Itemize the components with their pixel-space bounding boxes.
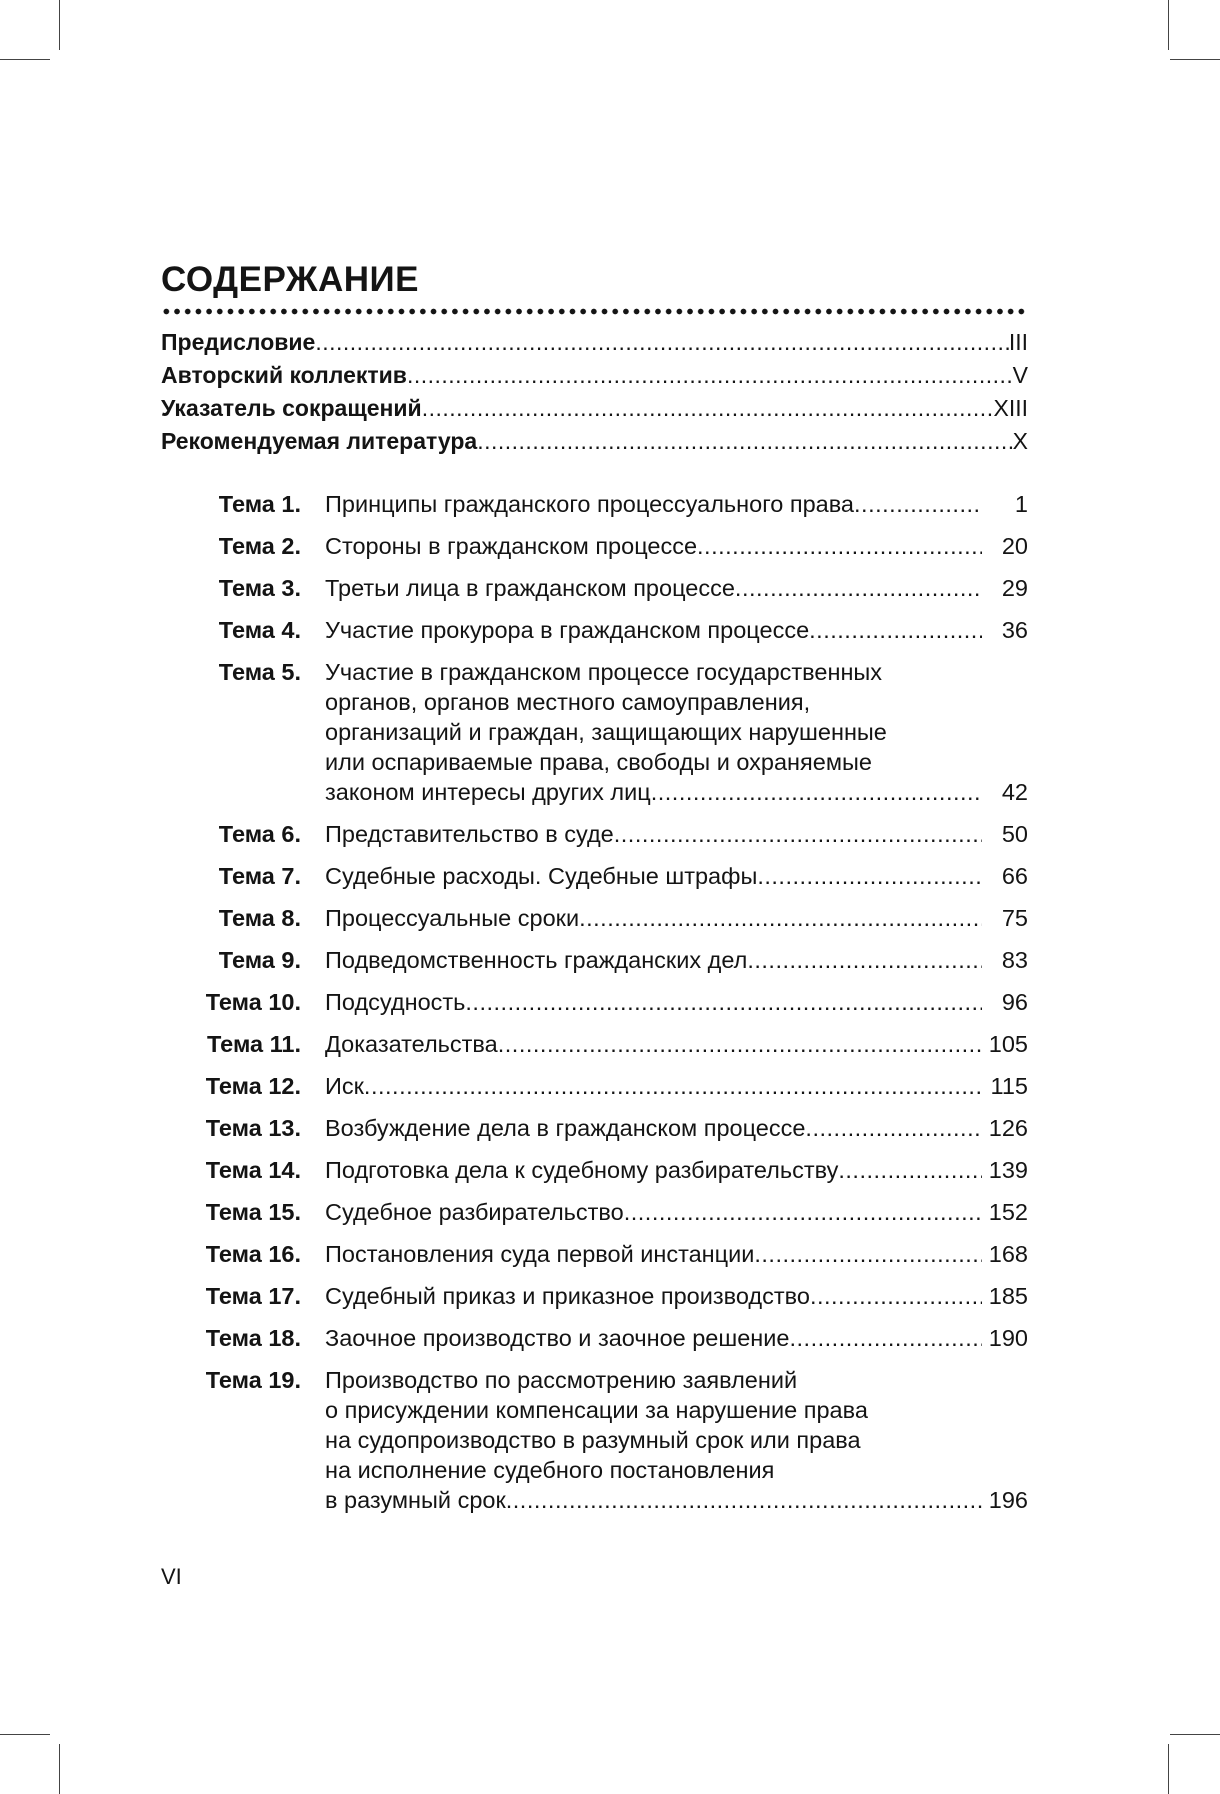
topic-title-last-line — [325, 1281, 1028, 1311]
topic-title — [325, 531, 1028, 561]
crop-mark-top-left — [59, 0, 60, 50]
topic-title-last-line — [325, 903, 1028, 933]
table-of-contents — [161, 258, 1028, 1527]
topic-title-line: Доказательства — [325, 1031, 498, 1057]
page-number: 75 — [1001, 905, 1028, 931]
dot-leader — [789, 1323, 982, 1353]
page-number: 105 — [988, 1031, 1028, 1057]
topic-title-last-line — [325, 1113, 1028, 1143]
front-matter-label: Предисловие — [161, 329, 316, 355]
toc-entry[interactable] — [161, 1239, 1028, 1269]
topic-title-line: на исполнение судебного постановления — [325, 1457, 775, 1483]
page-number: 42 — [1001, 779, 1028, 805]
toc-entry[interactable] — [161, 903, 1028, 933]
dot-leader — [579, 903, 982, 933]
page-number: 66 — [1001, 863, 1028, 889]
topic-title-line: законом интересы других лиц — [325, 779, 651, 805]
topic-number: Тема 10. — [205, 989, 301, 1015]
dot-leader — [838, 1155, 982, 1185]
topic-title-last-line — [325, 819, 1028, 849]
topic-title-line: органов, органов местного самоуправления, — [325, 689, 811, 715]
page-number: III — [1008, 329, 1028, 355]
page-number: 20 — [1001, 533, 1028, 559]
topic-title-last-line — [325, 861, 1028, 891]
topics-list — [161, 489, 1028, 1515]
toc-entry[interactable] — [161, 531, 1028, 561]
page-number: V — [1012, 362, 1028, 388]
front-matter-label: Авторский коллектив — [161, 362, 407, 388]
topic-title-line: Иск — [325, 1073, 364, 1099]
dot-leader — [364, 1071, 982, 1101]
dot-leader — [809, 615, 982, 645]
front-matter-label: Указатель сокращений — [161, 395, 422, 421]
topic-number: Тема 6. — [218, 821, 301, 847]
topic-title — [325, 573, 1028, 603]
topic-title-line: Принципы гражданского процессуального права — [325, 491, 855, 517]
topic-number: Тема 17. — [205, 1283, 301, 1309]
topic-title-last-line — [325, 1485, 1028, 1515]
topic-title — [325, 1197, 1028, 1227]
topic-title-last-line — [325, 489, 1028, 519]
toc-entry[interactable] — [161, 861, 1028, 891]
topic-title — [325, 1239, 1028, 1269]
toc-entry[interactable] — [161, 615, 1028, 645]
dot-leader — [747, 945, 982, 975]
toc-entry[interactable] — [161, 1365, 1028, 1515]
topic-title — [325, 1113, 1028, 1143]
topic-number: Тема 12. — [205, 1073, 301, 1099]
topic-title-last-line — [325, 987, 1028, 1017]
topic-title-last-line — [325, 1323, 1028, 1353]
front-matter-list — [161, 329, 1028, 461]
dot-leader — [651, 777, 982, 807]
page-number: 83 — [1001, 947, 1028, 973]
topic-number: Тема 14. — [205, 1157, 301, 1183]
toc-entry[interactable] — [161, 573, 1028, 603]
topic-number: Тема 16. — [205, 1241, 301, 1267]
topic-title-line: Представительство в суде — [325, 821, 614, 847]
front-matter-entry[interactable] — [161, 395, 1028, 428]
page-number: 185 — [988, 1283, 1028, 1309]
front-matter-entry[interactable] — [161, 428, 1028, 461]
toc-entry[interactable] — [161, 1155, 1028, 1185]
dot-leader — [757, 861, 982, 891]
page-number: 139 — [988, 1157, 1028, 1183]
page-number: 96 — [1001, 989, 1028, 1015]
toc-entry[interactable] — [161, 1029, 1028, 1059]
topic-number: Тема 8. — [218, 905, 301, 931]
topic-title-line: Третьи лица в гражданском процессе — [325, 575, 735, 601]
crop-mark-bottom-right-h — [1170, 1734, 1220, 1735]
dot-leader — [506, 1485, 982, 1515]
topic-title — [325, 1365, 1028, 1515]
page-number: 29 — [1001, 575, 1028, 601]
topic-title-last-line — [325, 615, 1028, 645]
crop-mark-top-left-h — [0, 59, 50, 60]
topic-title — [325, 1155, 1028, 1185]
topic-title-line: о присуждении компенсации за нарушение права — [325, 1397, 868, 1423]
dot-leader — [407, 362, 1013, 389]
topic-number: Тема 9. — [218, 947, 301, 973]
crop-mark-top-right — [1168, 0, 1169, 50]
topic-title-line: Подготовка дела к судебному разбирательству — [325, 1157, 839, 1183]
dot-leader — [315, 329, 1008, 356]
dot-leader — [805, 1113, 982, 1143]
page-number: 196 — [988, 1487, 1028, 1513]
toc-entry[interactable] — [161, 1197, 1028, 1227]
page-number: 168 — [988, 1241, 1028, 1267]
topic-title-line: Возбуждение дела в гражданском процессе — [325, 1115, 806, 1141]
dot-leader — [465, 987, 982, 1017]
toc-entry[interactable] — [161, 987, 1028, 1017]
topic-number: Тема 4. — [218, 617, 301, 643]
topic-title-line: в разумный срок — [325, 1487, 506, 1513]
crop-mark-bottom-left — [59, 1744, 60, 1794]
topic-title-last-line — [325, 1239, 1028, 1269]
dot-leader — [754, 1239, 982, 1269]
topic-title-line: Стороны в гражданском процессе — [325, 533, 698, 559]
page-number: 1 — [1014, 491, 1028, 517]
topic-title-line: Участие в гражданском процессе государственных — [325, 659, 883, 685]
page-number: 152 — [988, 1199, 1028, 1225]
topic-number: Тема 13. — [205, 1115, 301, 1141]
topic-number: Тема 15. — [205, 1199, 301, 1225]
topic-title — [325, 489, 1028, 519]
toc-entry[interactable] — [161, 819, 1028, 849]
topic-number: Тема 11. — [207, 1031, 301, 1057]
topic-number: Тема 2. — [218, 533, 301, 559]
topic-title-line: Постановления суда первой инстанции — [325, 1241, 755, 1267]
topic-title — [325, 945, 1028, 975]
dot-leader — [735, 573, 982, 603]
topic-title-line: Судебные расходы. Судебные штрафы — [325, 863, 758, 889]
page-number: 126 — [988, 1115, 1028, 1141]
topic-number: Тема 18. — [205, 1325, 301, 1351]
toc-entry[interactable] — [161, 489, 1028, 519]
title-dotted-rule — [161, 308, 1028, 315]
crop-mark-top-right-h — [1170, 59, 1220, 60]
front-matter-entry[interactable] — [161, 329, 1028, 362]
topic-title-line: Заочное производство и заочное решение — [325, 1325, 790, 1351]
dot-leader — [477, 428, 1012, 455]
dot-leader — [624, 1197, 982, 1227]
toc-entry[interactable] — [161, 657, 1028, 807]
page-number: 115 — [990, 1073, 1028, 1099]
topic-title — [325, 1071, 1028, 1101]
toc-entry[interactable] — [161, 945, 1028, 975]
topic-title-last-line — [325, 1029, 1028, 1059]
topic-title-last-line — [325, 777, 1028, 807]
toc-entry[interactable] — [161, 1071, 1028, 1101]
topic-title-line: Подсудность — [325, 989, 466, 1015]
topic-title — [325, 861, 1028, 891]
page-number: 36 — [1001, 617, 1028, 643]
topic-number: Тема 5. — [218, 659, 301, 685]
page-number: X — [1012, 428, 1028, 454]
topic-title-last-line — [325, 945, 1028, 975]
toc-entry[interactable] — [161, 1113, 1028, 1143]
topic-title-last-line — [325, 1071, 1028, 1101]
toc-entry[interactable] — [161, 1323, 1028, 1353]
page-folio: VI — [161, 1564, 182, 1589]
topic-number: Тема 7. — [218, 863, 301, 889]
dot-leader — [854, 489, 982, 519]
dot-leader — [614, 819, 982, 849]
topic-title-line: Участие прокурора в гражданском процессе — [325, 617, 810, 643]
crop-mark-bottom-left-h — [0, 1734, 50, 1735]
front-matter-entry[interactable] — [161, 362, 1028, 395]
toc-entry[interactable] — [161, 1281, 1028, 1311]
topic-title — [325, 1281, 1028, 1311]
topic-title — [325, 1029, 1028, 1059]
topic-title-line: Судебный приказ и приказное производство — [325, 1283, 810, 1309]
topic-title-line: Процессуальные сроки — [325, 905, 580, 931]
topic-title — [325, 903, 1028, 933]
topic-title-line: или оспариваемые права, свободы и охраняемые — [325, 749, 872, 775]
page-number: XIII — [993, 395, 1028, 421]
dot-leader — [498, 1029, 982, 1059]
dot-leader — [697, 531, 982, 561]
topic-title — [325, 657, 1028, 807]
topic-title-last-line — [325, 573, 1028, 603]
topic-title-line: Производство по рассмотрению заявлений — [325, 1367, 798, 1393]
topic-title-last-line — [325, 1197, 1028, 1227]
topic-title — [325, 1323, 1028, 1353]
topic-number: Тема 3. — [218, 575, 301, 601]
dot-leader — [810, 1281, 982, 1311]
front-matter-label: Рекомендуемая литература — [161, 428, 478, 454]
dot-leader — [422, 395, 994, 422]
topic-title-line: Подведомственность гражданских дел — [325, 947, 748, 973]
topic-title — [325, 987, 1028, 1017]
topic-title-line: Судебное разбирательство — [325, 1199, 624, 1225]
page-number: 50 — [1001, 821, 1028, 847]
topic-title-line: организаций и граждан, защищающих нарушенные — [325, 719, 887, 745]
page-number: 190 — [988, 1325, 1028, 1351]
topic-title-last-line — [325, 1155, 1028, 1185]
topic-number: Тема 19. — [205, 1367, 301, 1393]
topic-title — [325, 819, 1028, 849]
topic-number: Тема 1. — [218, 491, 301, 517]
crop-mark-bottom-right — [1168, 1744, 1169, 1794]
topic-title-line: на судопроизводство в разумный срок или права — [325, 1427, 861, 1453]
topic-title-last-line — [325, 531, 1028, 561]
page-title: СОДЕРЖАНИЕ — [161, 260, 420, 299]
topic-title — [325, 615, 1028, 645]
